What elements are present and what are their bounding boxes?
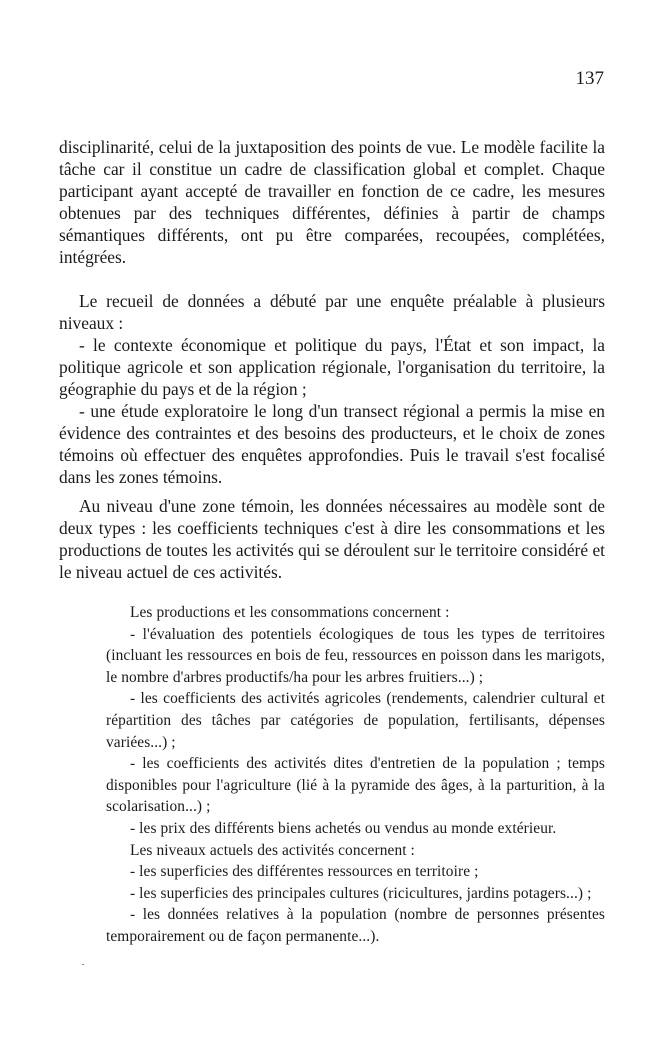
list-item: - les superficies des différentes ressources en territoire ;: [130, 863, 479, 881]
page-number: 137: [575, 68, 604, 89]
list-item: - les coefficients des activités agricoles (rendements, calendrier cultural et répartition des tâches par catégories de population, fertilisants, dépenses variées...) ;: [106, 690, 605, 751]
list-item: - l'évaluation des potentiels écologiques de tous les types de territoires (incluant les ressources en bois de feu, ressources en poisson dans les marigots, le nombre d'arbres productifs/ha pour les arbres fruitiers...) ;: [106, 625, 605, 686]
list-item: - les données relatives à la population (nombre de personnes présentes temporairement ou de façon permanente...).: [106, 906, 605, 945]
paragraph-text: Au niveau d'une zone témoin, les données nécessaires au modèle sont de deux types : les coefficients techniques c'est à dire les consommations et les productions de toutes les activités qui se déroulent sur le territoire considéré et le niveau actuel de ces activités.: [59, 496, 605, 582]
paragraph-intro: Le recueil de données a débuté par une enquête préalable à plusieurs niveaux :: [59, 291, 605, 333]
paragraph-3: [59, 495, 605, 583]
list-item: - le contexte économique et politique du pays, l'État et son impact, la politique agricole et son application régionale, l'organisation du territoire, la géographie du pays et de la région ;: [59, 335, 605, 399]
list-item: - les coefficients des activités dites d'entretien de la population ; temps disponibles pour l'agriculture (lié à la pyramide des âges, à la parturition, à la scolarisation...) ;: [106, 755, 605, 816]
paragraph-2: [59, 290, 605, 488]
list-item: - les superficies des principales cultures (ricicultures, jardins potagers...) ;: [130, 884, 592, 902]
list-item: - les prix des différents biens achetés ou vendus au monde extérieur.: [130, 819, 557, 837]
indented-block: [106, 602, 605, 948]
block-intro: Les productions et les consommations concernent :: [130, 604, 450, 621]
list-item: - une étude exploratoire le long d'un transect régional a permis la mise en évidence des contraintes et des besoins des producteurs, et le choix de zones témoins où effectuer des enquêtes approfondies. Puis le travail s'est focalisé dans les zones témoins.: [59, 401, 605, 487]
paragraph-text: disciplinarité, celui de la juxtaposition des points de vue. Le modèle facilite la tâche car il constitue un cadre de classification global et complet. Chaque participant ayant accepté de travailler en fonction de ce cadre, les mesures obtenues par des techniques différentes, définies à partir de champs sémantiques différents, ont pu être comparées, recoupées, complétées, intégrées.: [59, 137, 605, 267]
block-intro: Les niveaux actuels des activités concernent :: [130, 841, 415, 859]
paragraph-1: [59, 136, 605, 268]
scan-speck: [82, 964, 84, 965]
